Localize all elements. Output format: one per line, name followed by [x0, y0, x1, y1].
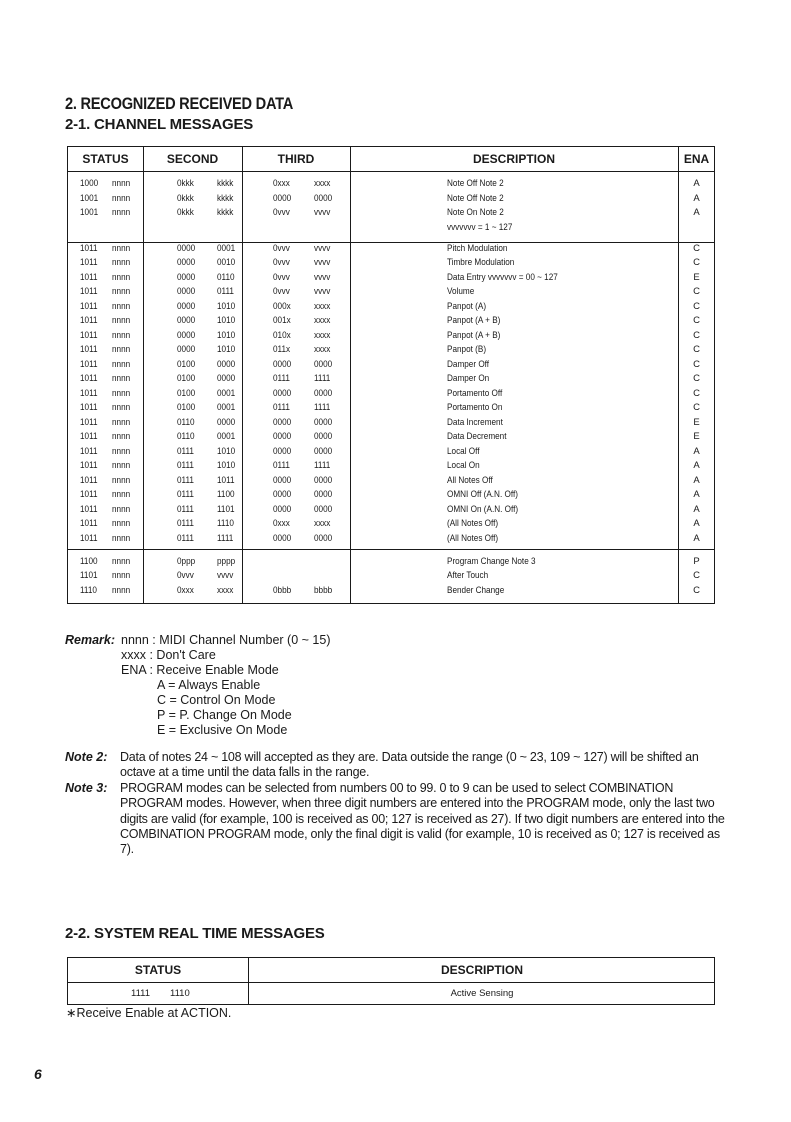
cell-desc: Panpot (A + B)	[447, 329, 501, 341]
cell-s1: 1011	[80, 474, 98, 486]
cell-b1: 0100	[177, 373, 196, 384]
cell-s2: nnnn	[112, 570, 131, 581]
cell-c2: vvvv	[314, 257, 331, 268]
cell-b2: 0110	[217, 271, 235, 283]
remark-line: C = Control On Mode	[157, 693, 276, 707]
cell-c2: 0000	[314, 474, 333, 486]
remark-line: nnnn : MIDI Channel Number (0 ~ 15)	[121, 633, 331, 647]
cell-s2: nnnn	[112, 402, 131, 413]
cell-desc: (All Notes Off)	[447, 518, 499, 529]
cell-desc: Data Entry vvvvvvv = 00 ~ 127	[447, 271, 558, 283]
cell-s1: 1011	[80, 300, 98, 312]
cell-ena: C	[693, 300, 700, 312]
cell-desc: Data Increment	[447, 416, 503, 428]
cell-b2: 1010	[217, 445, 236, 457]
cell-ena: C	[693, 358, 700, 370]
cell-s1: 1000	[80, 178, 99, 189]
channel-messages-table	[67, 146, 715, 604]
table-row	[68, 206, 714, 221]
cell-c2: 0000	[314, 358, 333, 370]
cell-desc: vvvvvvv = 1 ~ 127	[447, 221, 513, 233]
cell-desc: Pitch Modulation	[447, 242, 508, 254]
cell-ena: C	[693, 373, 700, 384]
cell-s2: nnnn	[112, 286, 131, 297]
cell-s2: nnnn	[112, 178, 131, 189]
cell-c2: vvvv	[314, 286, 331, 297]
cell-c2: 0000	[314, 431, 333, 442]
cell-s1: 1011	[80, 503, 98, 515]
section-heading: 2. RECOGNIZED RECEIVED DATA	[65, 94, 294, 113]
note-text: PROGRAM modes can be selected from numbers 00 to 99. 0 to 9 can be used to select COMBINATION PROGRAM modes. However, when three digit numbers are entered into the PROGRAM mode, only the last two digits are valid (for example, 100 is received as 00; 127 is received as 27). If two digit numbers are entered into the COMBINATION PROGRAM mode, only the final digit is valid (for example, 10 is received as 0; 127 is received as 7).	[120, 780, 725, 857]
cell-c1: 0vvv	[273, 286, 290, 297]
cell-desc: Note Off Note 2	[447, 178, 504, 189]
cell-s1: 1011	[80, 460, 98, 471]
cell-desc: Local Off	[447, 445, 480, 457]
cell-s2: nnnn	[112, 329, 131, 341]
cell-s1: 1011	[80, 358, 98, 370]
cell-b1: 0xxx	[177, 584, 194, 596]
cell-b2: kkkk	[217, 207, 234, 218]
cell-b2: 1010	[217, 300, 236, 312]
cell-b2: 0000	[217, 358, 236, 370]
cell-b2: vvvv	[217, 570, 234, 581]
cell-s2: nnnn	[112, 518, 131, 529]
table-row	[68, 343, 714, 358]
cell-desc: OMNI On (A.N. Off)	[447, 503, 519, 515]
cell-c2: 1111	[314, 460, 331, 471]
table-row	[68, 474, 714, 489]
cell-desc: Panpot (A)	[447, 300, 487, 312]
system-messages-table	[67, 957, 715, 1005]
cell-b2: 0111	[217, 286, 234, 297]
cell-s1: 1011	[80, 518, 98, 529]
cell-s1: 1001	[80, 207, 99, 218]
cell-c1: 0000	[273, 387, 292, 399]
table-row	[68, 271, 714, 286]
cell-c1: 0111	[273, 460, 290, 471]
header-status: STATUS	[82, 152, 129, 166]
table-row	[68, 416, 714, 431]
remark-line: E = Exclusive On Mode	[157, 723, 288, 737]
cell-c2: bbbb	[314, 584, 333, 596]
cell-b1: 0110	[177, 416, 195, 428]
table-row	[68, 569, 714, 584]
table-row	[68, 177, 714, 192]
note-text: Data of notes 24 ~ 108 will accepted as they are. Data outside the range (0 ~ 23, 109 ~ 127) will be shifted an octave at a time until the data falls in the range.	[120, 750, 699, 780]
cell-s1: 1011	[80, 387, 98, 399]
cell-b2: 1010	[217, 344, 236, 355]
cell-desc: Damper Off	[447, 358, 490, 370]
cell-c1: 0000	[273, 445, 292, 457]
cell-c2: 0000	[314, 192, 333, 204]
remark-label: Remark:	[65, 633, 116, 647]
table-row	[68, 555, 714, 570]
table-row	[68, 329, 714, 344]
cell-s1: 1011	[80, 344, 98, 355]
cell-s2: nnnn	[112, 300, 131, 312]
cell-b2: 1011	[217, 474, 235, 486]
cell-s2: nnnn	[112, 373, 131, 384]
header-description: DESCRIPTION	[440, 963, 523, 977]
table-row	[68, 387, 714, 402]
cell-s1: 1011	[80, 402, 98, 413]
table-row	[68, 517, 714, 532]
cell-desc: Portamento On	[447, 402, 503, 413]
cell-c1: 0vvv	[273, 242, 290, 254]
cell-s2: nnnn	[112, 503, 131, 515]
cell-ena: C	[693, 257, 700, 268]
cell-c1: 0000	[273, 489, 292, 500]
header-description: DESCRIPTION	[472, 152, 555, 166]
cell-s1: 1011	[80, 257, 98, 268]
cell-b2: 0001	[217, 402, 236, 413]
cell-b2: kkkk	[217, 192, 234, 204]
cell-s2: nnnn	[112, 387, 131, 399]
cell-b2: kkkk	[217, 178, 234, 189]
table-row	[68, 242, 714, 257]
header-status: STATUS	[134, 963, 182, 977]
cell-desc: Note On Note 2	[447, 207, 504, 218]
cell-desc: (All Notes Off)	[447, 532, 499, 544]
cell-c1: 010x	[273, 329, 291, 341]
table-row	[68, 532, 714, 547]
cell-desc: All Notes Off	[447, 474, 493, 486]
cell-c2: xxxx	[314, 300, 331, 312]
cell-c1: 0000	[273, 503, 292, 515]
cell-s1: 1011	[80, 373, 98, 384]
cell-b1: 0kkk	[177, 207, 194, 218]
cell-s1: 1011	[80, 532, 98, 544]
cell-s2: nnnn	[112, 474, 131, 486]
cell-s2: nnnn	[112, 344, 131, 355]
cell-desc: After Touch	[447, 570, 489, 581]
system-messages-title: 2-2. SYSTEM REAL TIME MESSAGES	[65, 925, 325, 942]
cell-c1: 0111	[273, 402, 290, 413]
cell-b1: 0000	[177, 271, 196, 283]
table-row	[68, 358, 714, 373]
cell-b1: 0000	[177, 300, 196, 312]
cell-c2: 0000	[314, 503, 333, 515]
cell-s2: nnnn	[112, 271, 131, 283]
cell-s2: nnnn	[112, 257, 131, 268]
cell-s1: 1001	[80, 192, 99, 204]
cell-s1: 1100	[80, 555, 98, 567]
cell-ena: C	[693, 402, 700, 413]
page-number: 6	[34, 1066, 42, 1082]
cell-s2: nnnn	[112, 431, 131, 442]
cell-desc: Program Change Note 3	[447, 555, 536, 567]
cell-desc: Volume	[447, 286, 475, 297]
cell-ena: C	[693, 387, 700, 399]
cell-s1: 1011	[80, 286, 98, 297]
cell-b1: 0100	[177, 358, 196, 370]
cell-desc: Panpot (A + B)	[447, 315, 501, 326]
cell-c2: vvvv	[314, 271, 331, 283]
cell-b2: 0000	[217, 416, 236, 428]
cell-ena: A	[693, 474, 700, 486]
cell-c1: 0vvv	[273, 207, 290, 218]
table-row	[68, 192, 714, 207]
cell-s2: nnnn	[112, 460, 131, 471]
cell-ena: C	[693, 329, 700, 341]
remark-line: xxxx : Don't Care	[121, 648, 216, 662]
cell-s1: 1011	[80, 242, 98, 254]
cell-b1: 0111	[177, 460, 194, 471]
table-row	[68, 401, 714, 416]
cell-ena: A	[693, 445, 700, 457]
cell-c2: xxxx	[314, 344, 331, 355]
cell-c2: xxxx	[314, 315, 331, 326]
table-row	[68, 314, 714, 329]
note-label: Note 3:	[65, 780, 108, 795]
cell-desc: OMNI Off (A.N. Off)	[447, 489, 518, 500]
cell-ena: E	[693, 431, 700, 442]
cell-b2: 0010	[217, 257, 236, 268]
cell-b1: 0111	[177, 489, 194, 500]
cell-c1: 0xxx	[273, 518, 290, 529]
cell-c1: 0000	[273, 431, 292, 442]
remark-line: P = P. Change On Mode	[157, 708, 292, 722]
cell-s2: nnnn	[112, 192, 131, 204]
cell-b2: 1111	[217, 532, 234, 544]
cell-ena: C	[693, 584, 700, 596]
footnote: ∗Receive Enable at ACTION.	[66, 1006, 232, 1020]
table-row	[68, 256, 714, 271]
cell-b1: 0kkk	[177, 192, 194, 204]
cell-desc: Bender Change	[447, 584, 505, 596]
cell-s2: nnnn	[112, 358, 131, 370]
cell-c2: 1111	[314, 402, 331, 413]
cell-s2: nnnn	[112, 445, 131, 457]
header-third: THIRD	[277, 152, 315, 166]
cell-b1: 0000	[177, 329, 196, 341]
cell-c2: 0000	[314, 445, 333, 457]
cell-s1: 1011	[80, 416, 98, 428]
cell-s1: 1011	[80, 445, 98, 457]
table-row	[68, 221, 714, 236]
cell-s1: 1011	[80, 431, 98, 442]
cell-ena: A	[693, 518, 700, 529]
cell-c2: 0000	[314, 416, 333, 428]
cell-b1: 0100	[177, 387, 196, 399]
cell-c2: 0000	[314, 489, 333, 500]
status-value: 1110	[170, 988, 190, 999]
cell-b2: 1010	[217, 460, 236, 471]
cell-b2: 1110	[217, 518, 234, 529]
channel-messages-title: 2-1. CHANNEL MESSAGES	[65, 116, 254, 133]
cell-c1: 0000	[273, 416, 292, 428]
cell-b2: 1010	[217, 329, 236, 341]
table-row	[68, 584, 714, 599]
cell-s1: 1011	[80, 271, 98, 283]
cell-s1: 1011	[80, 489, 98, 500]
cell-c1: 0xxx	[273, 178, 290, 189]
table-row	[68, 488, 714, 503]
cell-ena: A	[693, 532, 700, 544]
cell-desc: Damper On	[447, 373, 490, 384]
cell-desc: Portamento Off	[447, 387, 503, 399]
cell-desc: Timbre Modulation	[447, 257, 515, 268]
cell-s1: 1101	[80, 570, 98, 581]
cell-ena: C	[693, 242, 700, 254]
cell-b2: 1010	[217, 315, 236, 326]
table-row	[68, 430, 714, 445]
cell-desc: Local On	[447, 460, 480, 471]
table-row	[68, 372, 714, 387]
cell-b2: 0001	[217, 242, 236, 254]
cell-c1: 0000	[273, 532, 292, 544]
cell-b1: 0111	[177, 532, 194, 544]
cell-desc: Panpot (B)	[447, 344, 487, 355]
cell-c1: 0vvv	[273, 257, 290, 268]
table-row	[68, 285, 714, 300]
notes	[65, 750, 730, 858]
cell-s2: nnnn	[112, 315, 131, 326]
cell-b1: 0kkk	[177, 178, 194, 189]
header-ena: ENA	[683, 152, 710, 166]
cell-c1: 000x	[273, 300, 291, 312]
cell-b1: 0100	[177, 402, 196, 413]
cell-ena: C	[693, 344, 700, 355]
cell-b2: 1100	[217, 489, 235, 500]
cell-c2: 0000	[314, 532, 333, 544]
cell-b2: 0001	[217, 387, 236, 399]
cell-c1: 0111	[273, 373, 290, 384]
cell-b2: pppp	[217, 555, 236, 567]
cell-ena: E	[693, 271, 700, 283]
cell-s2: nnnn	[112, 532, 131, 544]
cell-ena: C	[693, 286, 700, 297]
cell-c2: xxxx	[314, 178, 331, 189]
cell-b2: 0000	[217, 373, 236, 384]
cell-c1: 0000	[273, 474, 292, 486]
cell-ena: A	[693, 178, 700, 189]
cell-ena: A	[693, 207, 700, 218]
cell-b1: 0vvv	[177, 570, 194, 581]
cell-b1: 0111	[177, 474, 194, 486]
description-value: Active Sensing	[450, 988, 514, 999]
cell-b2: xxxx	[217, 584, 234, 596]
cell-ena: E	[693, 416, 700, 428]
cell-ena: A	[693, 489, 700, 500]
cell-ena: A	[693, 503, 700, 515]
cell-s2: nnnn	[112, 555, 131, 567]
cell-c1: 011x	[273, 344, 291, 355]
note-label: Note 2:	[65, 750, 108, 764]
cell-ena: P	[693, 555, 700, 567]
remark-line: A = Always Enable	[157, 678, 261, 692]
cell-s2: nnnn	[112, 207, 131, 218]
cell-s2: nnnn	[112, 584, 131, 596]
cell-c1: 0vvv	[273, 271, 290, 283]
cell-c1: 0000	[273, 358, 292, 370]
cell-b1: 0111	[177, 503, 194, 515]
cell-b1: 0110	[177, 431, 195, 442]
cell-b1: 0111	[177, 518, 194, 529]
cell-desc: Data Decrement	[447, 431, 507, 442]
table-row	[68, 503, 714, 518]
cell-c2: vvvv	[314, 242, 331, 254]
cell-b1: 0ppp	[177, 555, 196, 567]
table-row	[68, 459, 714, 474]
cell-s1: 1011	[80, 329, 98, 341]
table-row	[68, 445, 714, 460]
cell-ena: A	[693, 192, 700, 204]
note-3	[65, 781, 730, 858]
cell-s2: nnnn	[112, 489, 131, 500]
table-row	[68, 300, 714, 315]
note-2	[65, 750, 730, 781]
cell-b2: 0001	[217, 431, 236, 442]
cell-c1: 0bbb	[273, 584, 292, 596]
cell-c2: vvvv	[314, 207, 331, 218]
cell-c2: 0000	[314, 387, 333, 399]
status-value: 1111	[131, 988, 151, 999]
header-second: SECOND	[166, 152, 219, 166]
cell-desc: Note Off Note 2	[447, 192, 504, 204]
cell-s2: nnnn	[112, 242, 131, 254]
remark-line: ENA : Receive Enable Mode	[121, 663, 279, 677]
cell-c2: xxxx	[314, 518, 331, 529]
cell-s1: 1011	[80, 315, 98, 326]
cell-b1: 0000	[177, 257, 196, 268]
cell-s1: 1110	[80, 584, 97, 596]
cell-c1: 001x	[273, 315, 291, 326]
cell-b2: 1101	[217, 503, 235, 515]
cell-b1: 0000	[177, 242, 196, 254]
cell-c2: xxxx	[314, 329, 331, 341]
cell-b1: 0111	[177, 445, 194, 457]
cell-b1: 0000	[177, 344, 196, 355]
cell-ena: C	[693, 570, 700, 581]
cell-c2: 1111	[314, 373, 331, 384]
cell-s2: nnnn	[112, 416, 131, 428]
cell-b1: 0000	[177, 286, 196, 297]
cell-ena: C	[693, 315, 700, 326]
cell-ena: A	[693, 460, 700, 471]
cell-c1: 0000	[273, 192, 292, 204]
cell-b1: 0000	[177, 315, 196, 326]
